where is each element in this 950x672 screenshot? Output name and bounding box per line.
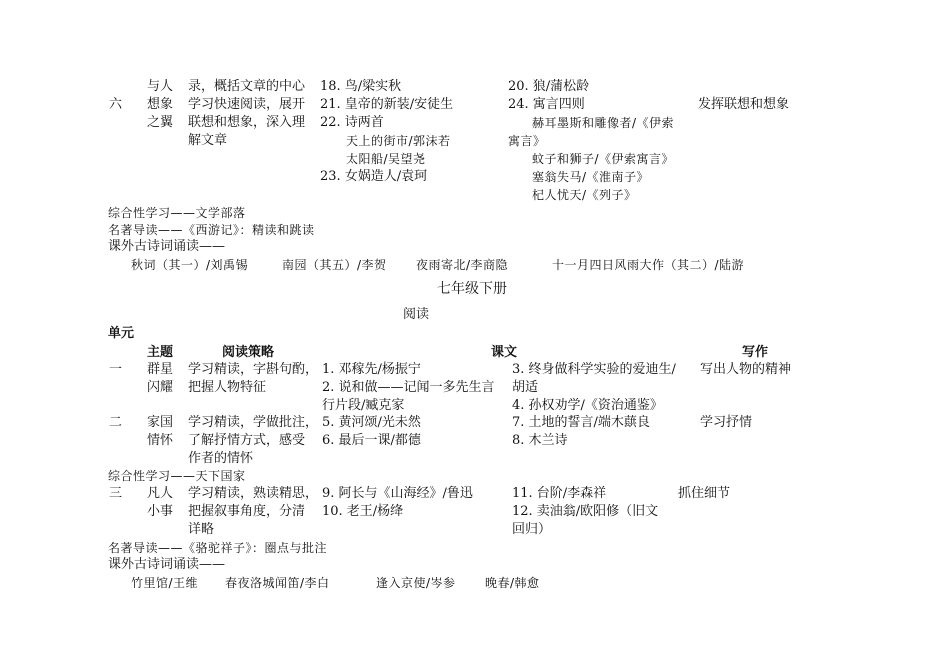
unit6-strategy-1: 录，概括文章的中心 xyxy=(188,79,306,94)
unit2-strategy-3: 作者的情怀 xyxy=(188,451,254,466)
unit6-number: 六 xyxy=(109,97,123,112)
unit6-lesson-24: 24. 寓言四则 xyxy=(508,97,585,112)
unit2-theme-1: 家国 xyxy=(147,415,174,430)
unit6-strategy-4: 解文章 xyxy=(188,133,228,148)
unit3-number: 三 xyxy=(109,486,123,501)
unit6-lesson-22: 22. 诗两首 xyxy=(320,115,384,130)
unit2-writing: 学习抒情 xyxy=(700,415,753,430)
unit6-lesson-24-fable-1: 赫耳墨斯和雕像者/《伊索 xyxy=(532,116,675,130)
header-writing: 写作 xyxy=(742,345,769,360)
unit3-lesson-11: 11. 台阶/李森祥 xyxy=(512,486,607,501)
extra-poem-7a-4: 十一月四日风雨大作（其二）/陆游 xyxy=(552,258,745,272)
extra-poem-7a-2: 南园（其五）/李贺 xyxy=(282,258,387,272)
unit1-number: 一 xyxy=(109,362,123,377)
unit1-writing: 写出人物的精神 xyxy=(700,362,792,377)
unit3-strategy-1: 学习精读，熟读精思， xyxy=(188,486,319,501)
unit3-writing: 抓住细节 xyxy=(678,486,731,501)
unit6-strategy-3: 联想和想象，深入理 xyxy=(188,115,306,130)
unit6-lesson-22-poem-1: 天上的街市/郭沫若 xyxy=(346,134,451,148)
unit6-lesson-22-poem-2: 太阳船/吴望尧 xyxy=(346,152,426,166)
unit2-strategy-2: 了解抒情方式，感受 xyxy=(188,433,306,448)
unit6-strategy-2: 学习快速阅读，展开 xyxy=(188,97,306,112)
unit2-number: 二 xyxy=(109,415,123,430)
unit1-lesson-3: 3. 终身做科学实验的爱迪生/ xyxy=(512,362,676,377)
unit6-theme-3: 之翼 xyxy=(147,115,174,130)
unit1-theme-2: 闪耀 xyxy=(147,380,174,395)
unit3-lesson-12: 12. 卖油翁/欧阳修（旧文 xyxy=(512,504,659,519)
unit2-lesson-8: 8. 木兰诗 xyxy=(512,433,568,448)
header-strategy: 阅读策略 xyxy=(222,345,275,360)
integrated-learning-7a: 综合性学习——文学部落 xyxy=(108,206,246,220)
unit6-theme-2: 想象 xyxy=(147,97,174,112)
unit6-lesson-24-fable-3: 塞翁失马/《淮南子》 xyxy=(532,170,650,184)
unit2-lesson-7: 7. 土地的誓言/端木蕻良 xyxy=(512,415,650,430)
extra-poem-7b-3: 逢入京使/岑参 xyxy=(376,576,456,590)
unit6-writing: 发挥联想和想象 xyxy=(698,97,790,112)
extra-poem-7b-4: 晚春/韩愈 xyxy=(485,576,540,590)
unit3-strategy-3: 详略 xyxy=(188,522,215,537)
classics-guide-7b: 名著导读——《骆驼祥子》：圈点与批注 xyxy=(108,541,328,555)
header-lessons: 课文 xyxy=(491,345,518,360)
extra-poem-7b-1: 竹里馆/王维 xyxy=(131,576,199,590)
header-unit: 单元 xyxy=(108,326,135,341)
unit2-theme-2: 情怀 xyxy=(147,433,174,448)
classics-guide-7a: 名著导读——《西游记》：精读和跳读 xyxy=(108,223,315,237)
unit1-lesson-1: 1. 邓稼先/杨振宁 xyxy=(322,362,421,377)
unit3-lesson-10: 10. 老王/杨绛 xyxy=(322,504,404,519)
unit6-lesson-18: 18. 鸟/梁实秋 xyxy=(320,79,402,94)
unit1-lesson-2-cont: 行片段/臧克家 xyxy=(322,398,405,413)
unit2-lesson-6: 6. 最后一课/都德 xyxy=(322,433,421,448)
unit6-theme-1: 与人 xyxy=(147,79,174,94)
section-title: 七年级下册 xyxy=(437,281,507,297)
extra-poem-7a-3: 夜雨寄北/李商隐 xyxy=(416,258,509,272)
subsection-title: 阅读 xyxy=(403,307,430,322)
extra-poem-7b-2: 春夜洛城闻笛/李白 xyxy=(225,576,330,590)
extra-poems-title-7a: 课外古诗词诵读—— xyxy=(108,239,226,254)
unit1-lesson-4: 4. 孙权劝学/《资治通鉴》 xyxy=(512,398,663,413)
unit6-lesson-23: 23. 女娲造人/袁珂 xyxy=(320,169,428,184)
unit3-theme-1: 凡人 xyxy=(147,486,174,501)
unit6-lesson-20: 20. 狼/蒲松龄 xyxy=(508,79,590,94)
extra-poem-7a-1: 秋词（其一）/刘禹锡 xyxy=(131,258,249,272)
unit6-lesson-24-fable-4: 杞人忧天/《列子》 xyxy=(532,188,637,202)
unit2-strategy-1: 学习精读，学做批注， xyxy=(188,415,319,430)
unit3-strategy-2: 把握叙事角度，分清 xyxy=(188,504,306,519)
unit1-theme-1: 群星 xyxy=(147,362,174,377)
unit6-lesson-24-fable-1-cont: 寓言》 xyxy=(508,134,546,148)
unit3-theme-2: 小事 xyxy=(147,504,174,519)
unit6-lesson-21: 21. 皇帝的新装/安徒生 xyxy=(320,97,454,112)
unit3-lesson-12-cont: 回归） xyxy=(512,522,552,537)
integrated-learning-7b: 综合性学习——天下国家 xyxy=(108,469,246,483)
extra-poems-title-7b: 课外古诗词诵读—— xyxy=(108,557,226,572)
unit1-strategy-2: 把握人物特征 xyxy=(188,380,267,395)
unit6-lesson-24-fable-2: 蚊子和狮子/《伊索寓言》 xyxy=(532,152,675,166)
unit1-lesson-2: 2. 说和做——记闻一多先生言 xyxy=(322,380,495,395)
header-theme: 主题 xyxy=(147,345,174,360)
unit1-lesson-3-cont: 胡适 xyxy=(512,380,539,395)
unit2-lesson-5: 5. 黄河颂/光未然 xyxy=(322,415,421,430)
unit1-strategy-1: 学习精读，字斟句酌， xyxy=(188,362,319,377)
unit3-lesson-9: 9. 阿长与《山海经》/鲁迅 xyxy=(322,486,473,501)
